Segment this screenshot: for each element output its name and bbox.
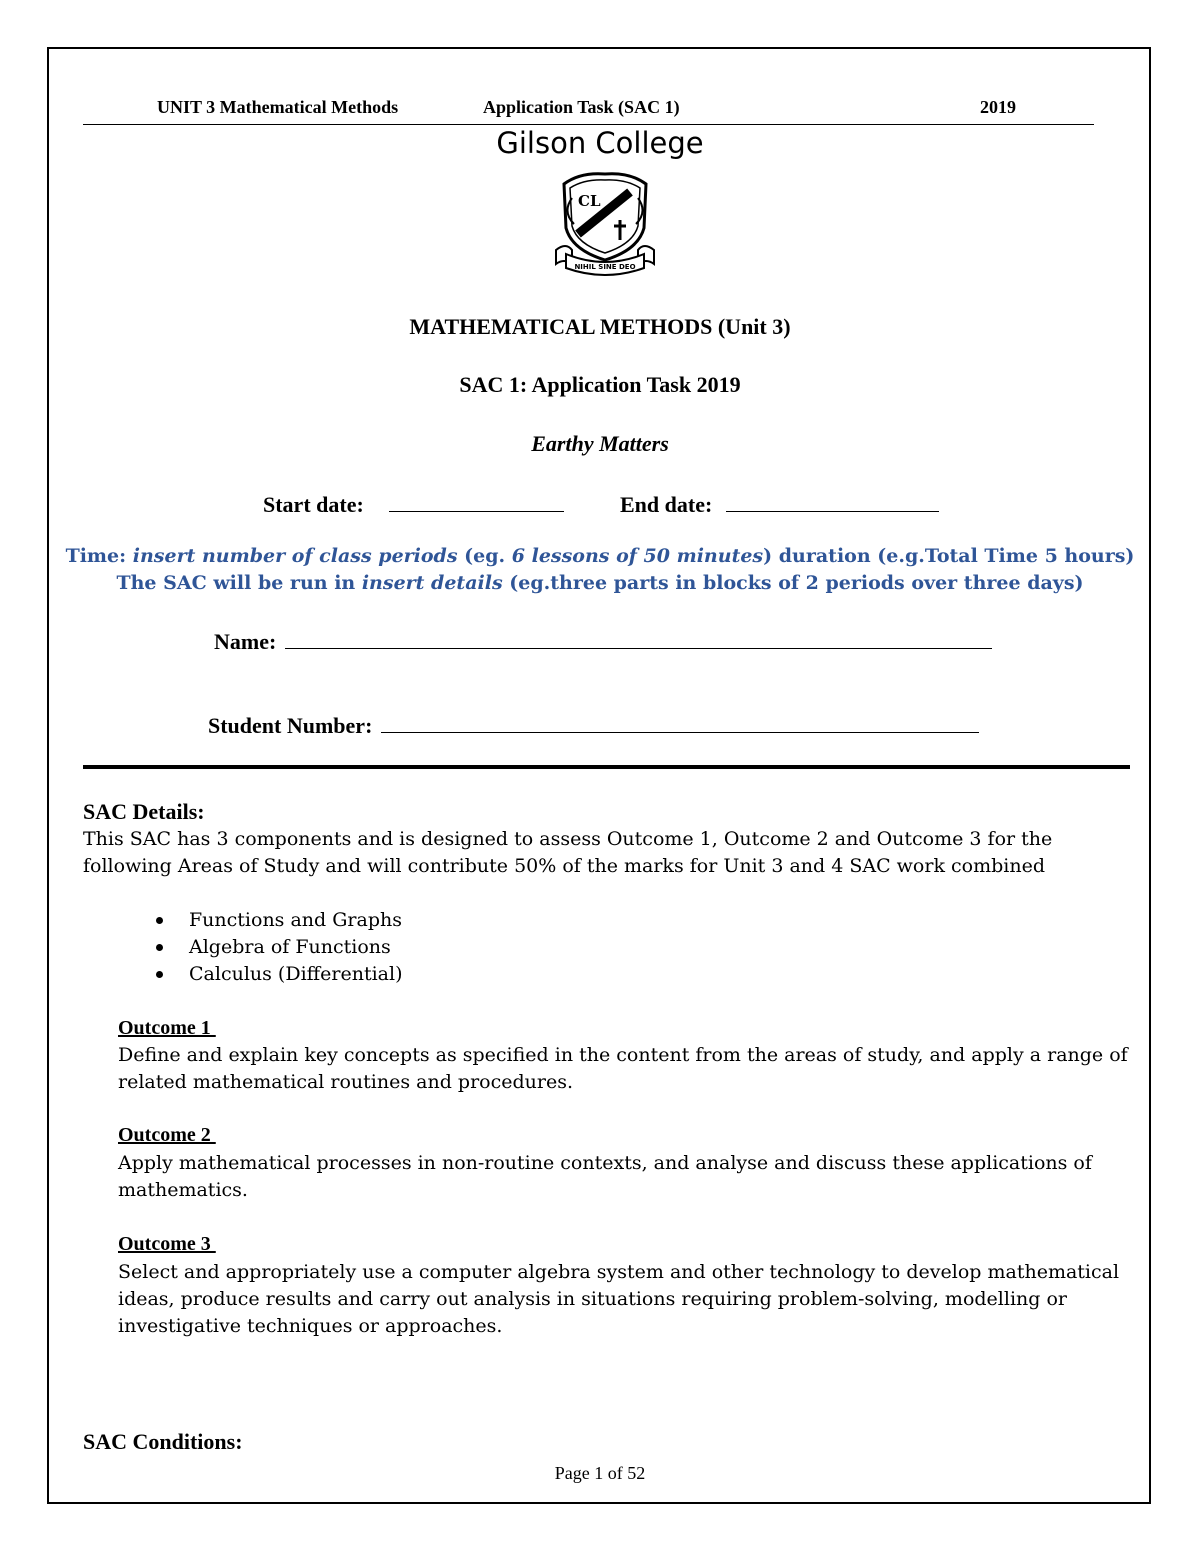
start-date-label: Start date: <box>263 492 364 517</box>
crest-motto: NIHIL SINE DEO <box>574 263 636 271</box>
name-line <box>285 626 992 649</box>
start-date-field <box>263 489 564 518</box>
svg-text:CL: CL <box>578 192 601 210</box>
outcome-1-text: Define and explain key concepts as specified in the content from the areas of study, and apply a range of related mathematical routines and procedures. <box>118 1044 1128 1093</box>
college-crest-logo <box>550 168 660 276</box>
sac-details-intro: This SAC has 3 components and is designed to assess Outcome 1, Outcome 2 and Outcome 3 for the following Areas of Study and will contribute 50% of the marks for Unit 3 and 4 SAC work combined <box>83 828 1053 877</box>
header-task: Application Task (SAC 1) <box>483 97 680 117</box>
section-divider <box>83 765 1130 769</box>
end-date-field <box>620 489 939 518</box>
page-number: Page 1 of 52 <box>554 1463 646 1483</box>
time-note-line1: Time: insert number of class periods (eg. 6 lessons of 50 minutes) duration (e.g.Total Time 5 hours) <box>65 545 1135 567</box>
outcome-1-title: Outcome 1 <box>118 1017 216 1039</box>
list-item: Calculus (Differential) <box>154 961 402 988</box>
header-year: 2019 <box>980 97 1016 117</box>
sac-conditions-heading: SAC Conditions: <box>83 1429 243 1454</box>
name-field <box>214 626 992 655</box>
sac-details-heading: SAC Details: <box>83 799 205 824</box>
name-label: Name: <box>214 629 277 654</box>
outcome-3-text: Select and appropriately use a computer algebra system and other technology to develop mathematical ideas, produce results and carry out analysis in situations requiring problem-solving, modelling or investigative techniques or approaches. <box>118 1261 1120 1337</box>
start-date-line <box>389 489 564 512</box>
end-date-line <box>726 489 939 512</box>
sac-title: SAC 1: Application Task 2019 <box>459 372 741 397</box>
subject-title: MATHEMATICAL METHODS (Unit 3) <box>409 314 791 339</box>
time-note-line2: The SAC will be run in insert details (eg.three parts in blocks of 2 periods over three days) <box>116 572 1084 594</box>
page-header <box>83 95 1094 125</box>
end-date-label: End date: <box>620 492 713 517</box>
header-unit: UNIT 3 Mathematical Methods <box>157 97 399 117</box>
outcome-2-title: Outcome 2 <box>118 1124 216 1146</box>
outcome-3-title: Outcome 3 <box>118 1233 216 1255</box>
student-number-field <box>208 710 979 739</box>
student-number-line <box>381 710 979 733</box>
areas-of-study-list <box>154 907 402 988</box>
task-name: Earthy Matters <box>531 431 669 456</box>
list-item: Algebra of Functions <box>154 934 402 961</box>
student-number-label: Student Number: <box>208 713 373 738</box>
college-name: Gilson College <box>496 126 704 160</box>
outcome-2-text: Apply mathematical processes in non-routine contexts, and analyse and discuss these applications of mathematics. <box>118 1152 1092 1201</box>
list-item: Functions and Graphs <box>154 907 402 934</box>
